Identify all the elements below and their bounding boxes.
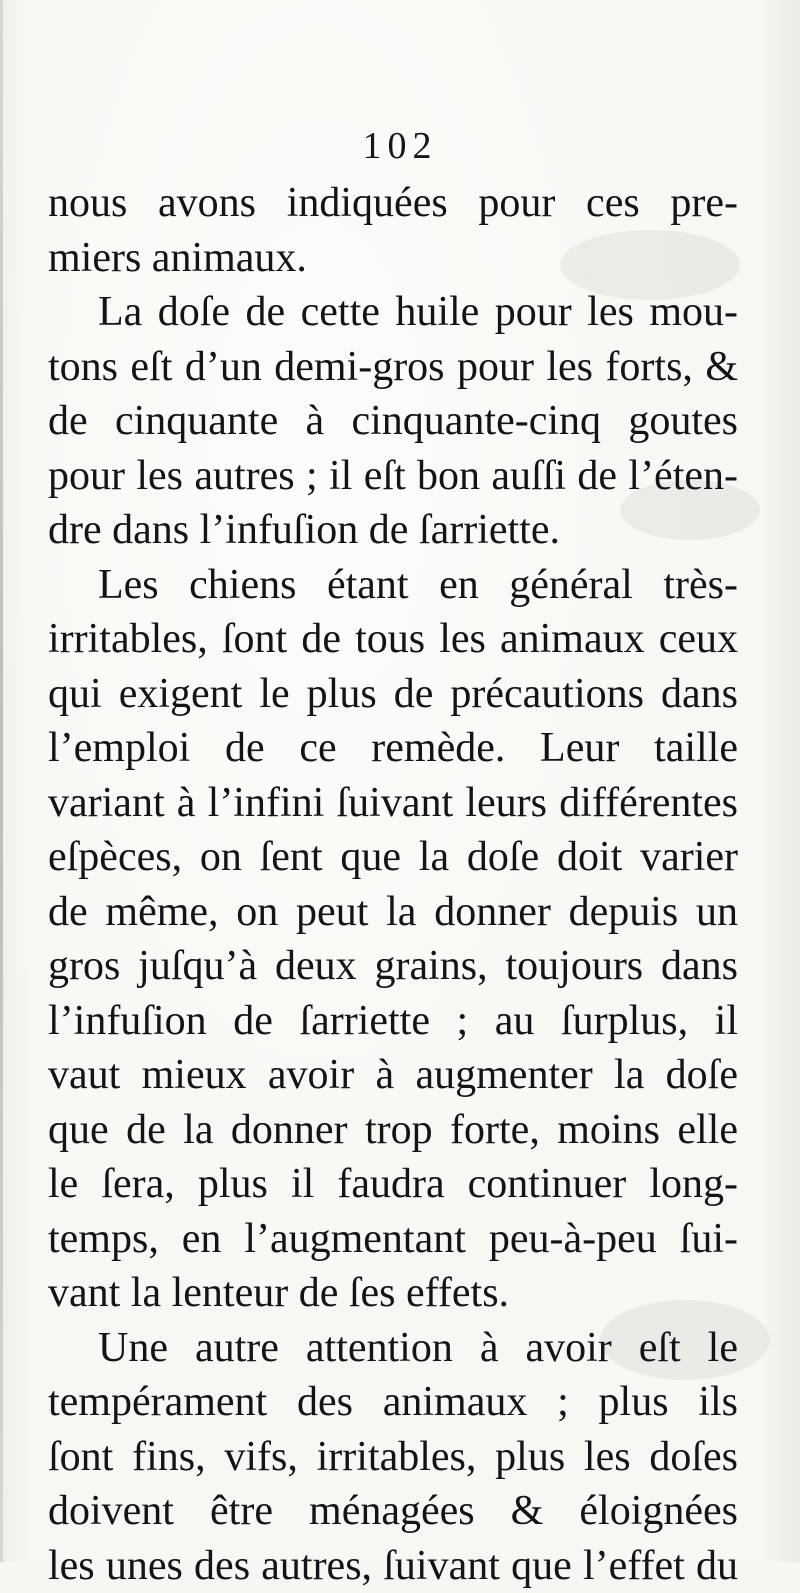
text-line: doivent être ménagées & éloignées [48, 1484, 738, 1539]
text-line: dre dans l’infuſion de ſarriette. [48, 503, 738, 558]
text-line: de même, on peut la donner depuis un [48, 885, 738, 940]
page-number: 102 [0, 124, 800, 168]
text-line: nous avons indiquées pour ces pre- [48, 176, 738, 231]
text-line: eſpèces, on ſent que la doſe doit varier [48, 830, 738, 885]
text-line: tons eſt d’un demi-gros pour les forts, & [48, 340, 738, 395]
text-line: temps, en l’augmentant peu-à-peu ſui- [48, 1212, 738, 1267]
text-line: pour les autres ; il eſt bon auſſi de l’éten- [48, 449, 738, 504]
scan-edge [0, 0, 3, 1562]
text-line: l’emploi de ce remède. Leur taille [48, 721, 738, 776]
text-line: Les chiens étant en général très- [48, 558, 738, 613]
text-line: ſont fins, vifs, irritables, plus les doſes [48, 1430, 738, 1485]
text-line: qui exigent le plus de précautions dans [48, 667, 738, 722]
text-line: de cinquante à cinquante-cinq goutes [48, 394, 738, 449]
text-line: La doſe de cette huile pour les mou- [48, 285, 738, 340]
text-line: les unes des autres, ſuivant que l’effet du [48, 1539, 738, 1593]
text-line: vant la lenteur de ſes effets. [48, 1266, 738, 1321]
text-line: le ſera, plus il faudra continuer long- [48, 1157, 738, 1212]
text-line: vaut mieux avoir à augmenter la doſe [48, 1048, 738, 1103]
page-text [48, 176, 738, 1593]
text-line: tempérament des animaux ; plus ils [48, 1375, 738, 1430]
text-line: l’infuſion de ſarriette ; au ſurplus, il [48, 994, 738, 1049]
text-line: miers animaux. [48, 231, 738, 286]
text-line: que de la donner trop forte, moins elle [48, 1103, 738, 1158]
text-line: gros juſqu’à deux grains, toujours dans [48, 939, 738, 994]
text-line: irritables, ſont de tous les animaux ceux [48, 612, 738, 667]
text-line: Une autre attention à avoir eſt le [48, 1321, 738, 1376]
text-line: variant à l’infini ſuivant leurs différentes [48, 776, 738, 831]
